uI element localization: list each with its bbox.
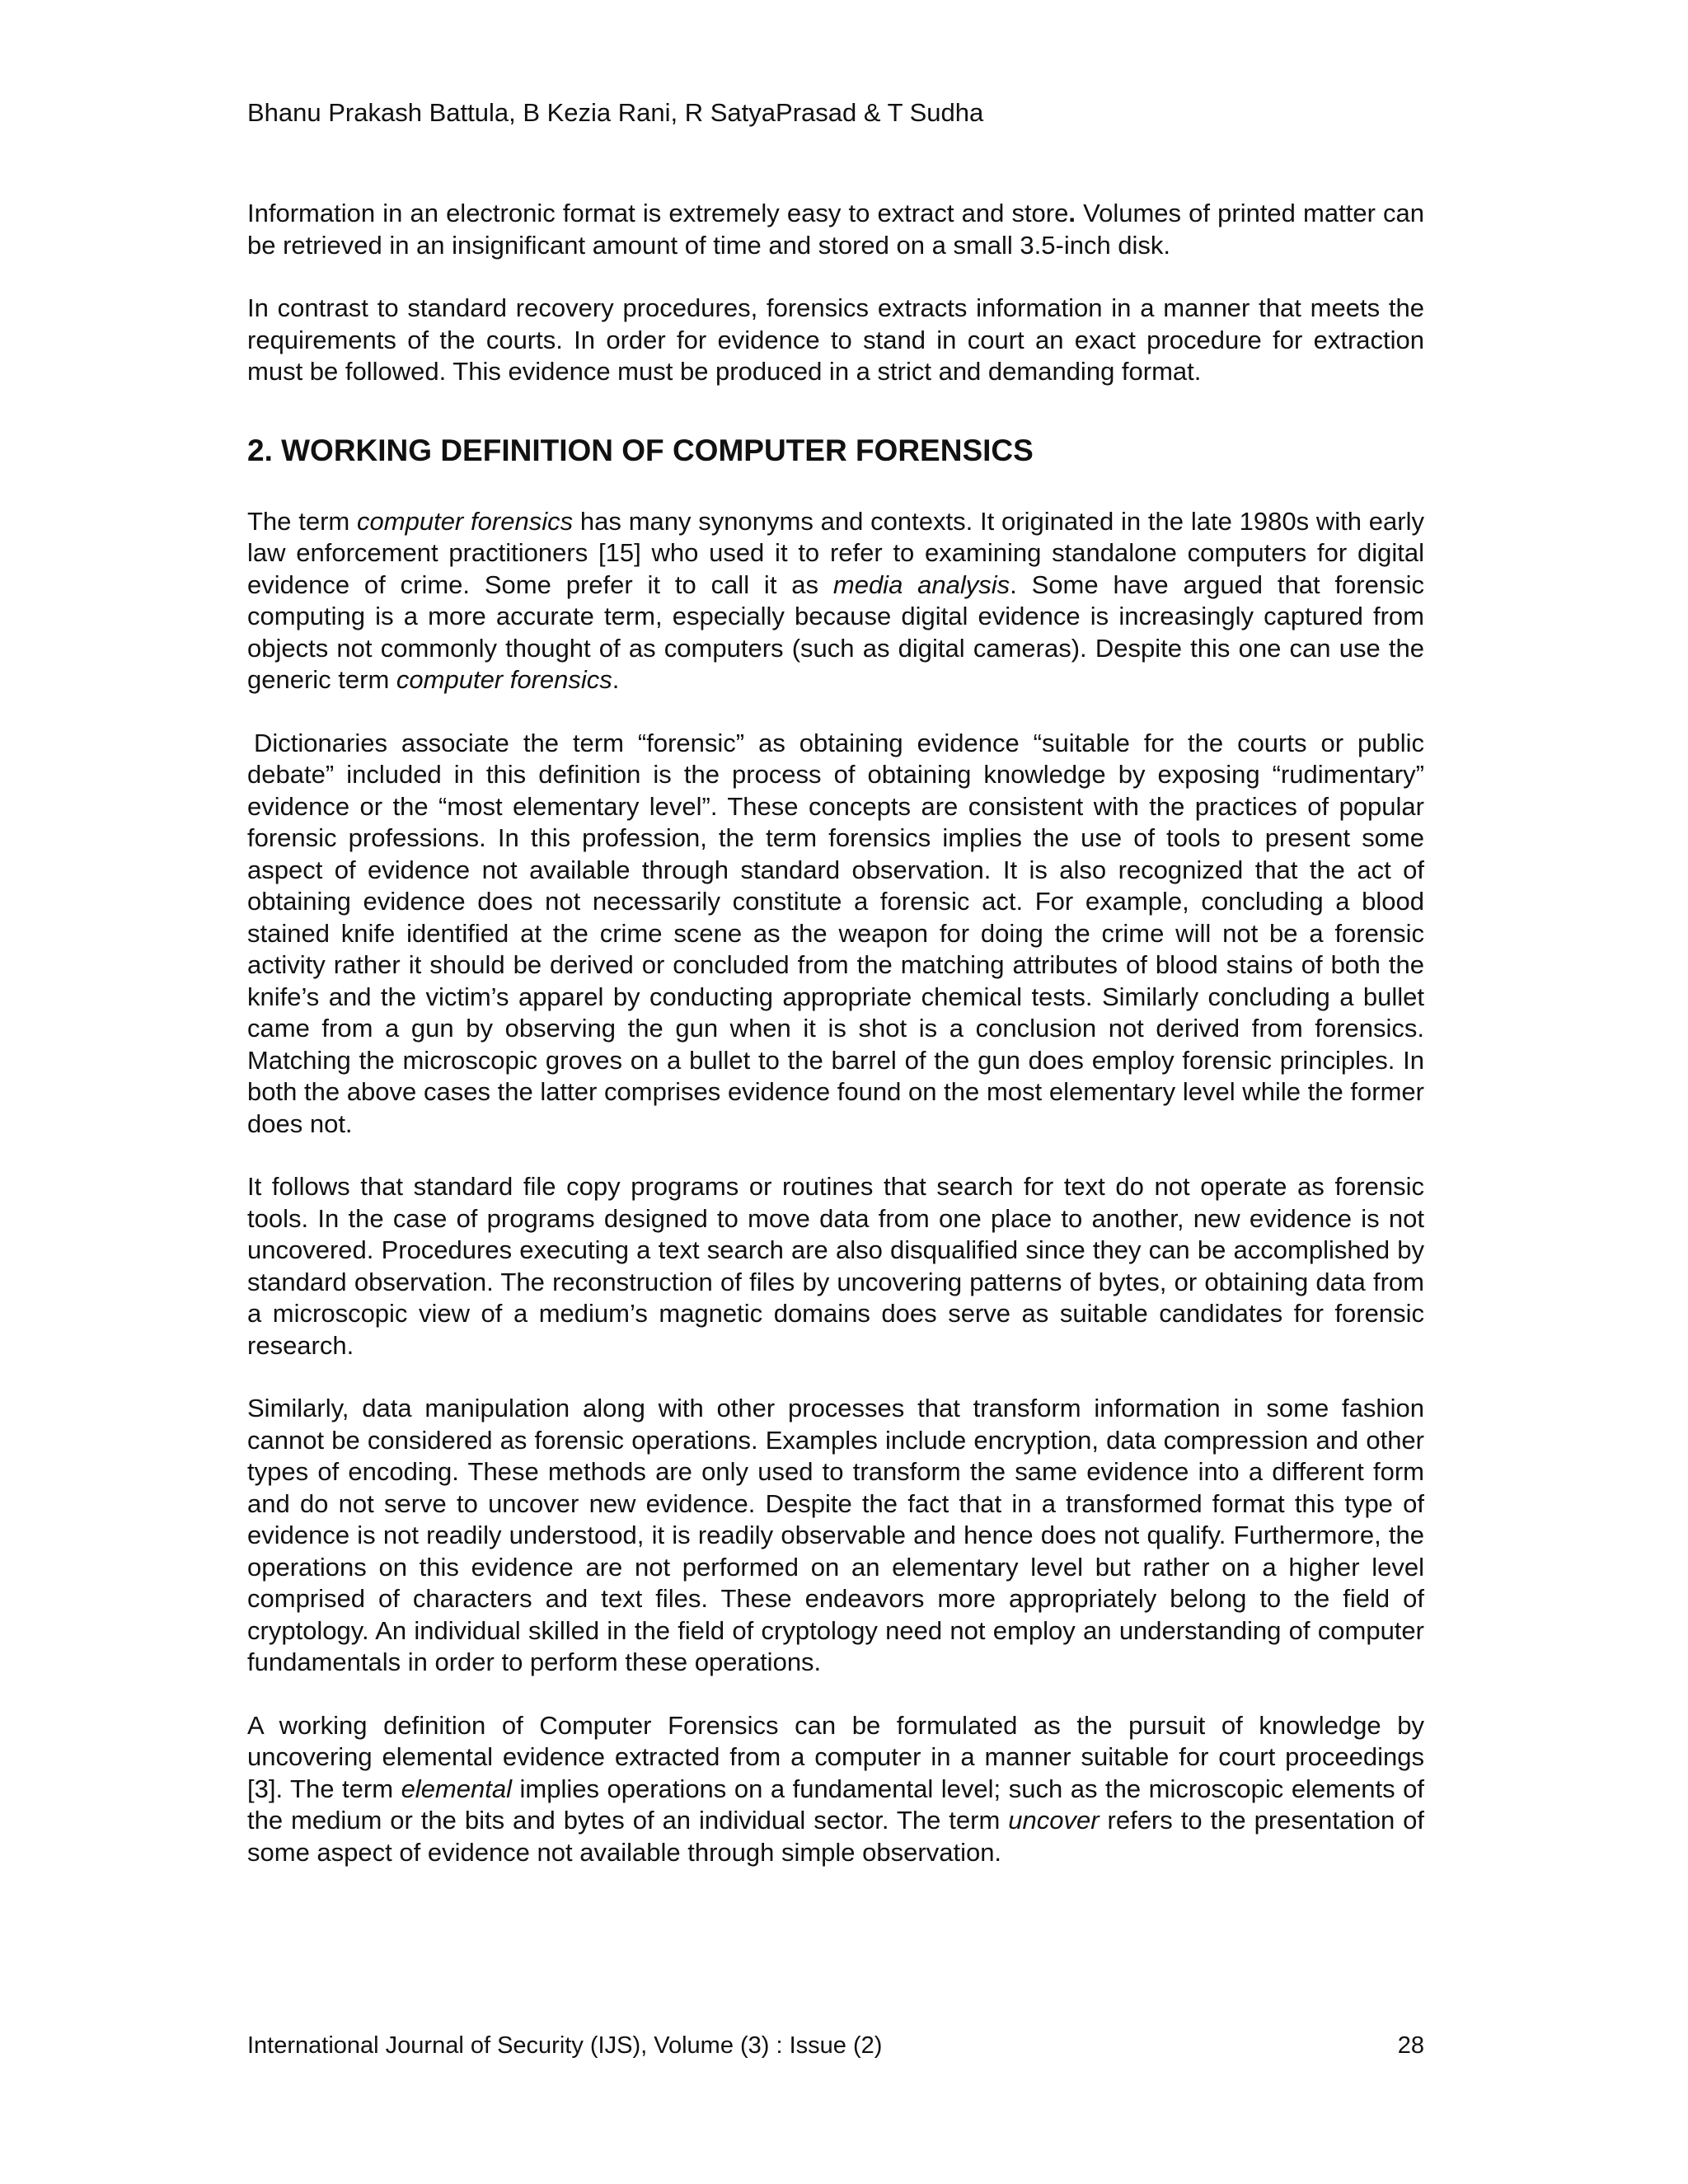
- italic-term: computer forensics: [357, 506, 574, 536]
- paragraph-dictionaries: Dictionaries associate the term “forensic” as obtaining evidence “suitable for the courts or public debate” included in this definition is the process of obtaining knowledge by exposing “rudimentary” evidence or the “most elementary level”. These concepts are consistent with the practices of popular forensic professions. In this profession, the term forensics implies the use of tools to present some aspect of evidence not available through standard observation. It is also recognized that the act of obtaining evidence does not necessarily constitute a forensic act. For example, concluding a blood stained knife identified at the crime scene as the weapon for doing the crime will not be a forensic activity rather it should be derived or concluded from the matching attributes of blood stains of both the knife’s and the victim’s apparel by conducting appropriate chemical tests. Similarly concluding a bullet came from a gun by observing the gun when it is shot is a conclusion not derived from forensics. Matching the microscopic groves on a bullet to the barrel of the gun does employ forensic principles. In both the above cases the latter comprises evidence found on the most elementary level while the former does not.: [247, 728, 1424, 1138]
- paragraph-text: implies operations on a fundamental level; such as the microscopic elements of the medium or the bits and bytes of an individual sector. The term: [247, 1774, 1424, 1835]
- paragraph-electronic-format: [247, 198, 1424, 261]
- running-head-authors: Bhanu Prakash Battula, B Kezia Rani, R SatyaPrasad & T Sudha: [247, 98, 984, 127]
- paragraph-working-definition: [247, 1710, 1424, 1869]
- italic-term: uncover: [1008, 1806, 1100, 1835]
- paragraph-text: The term: [247, 506, 358, 536]
- paragraph-text: Information in an electronic format is extremely easy to extract and store: [247, 199, 1069, 227]
- page-body: [247, 198, 1424, 1900]
- paragraph-text: A working definition of Computer Forensics can be formulated as the pursuit of knowledge by uncovering elemental evidence extracted from a computer in a manner suitable for court proceedings [3]. The term: [247, 1710, 1424, 1803]
- bold-period: .: [1068, 199, 1076, 227]
- paragraph-term-origin: [247, 506, 1424, 696]
- paragraph-text: refers to the presentation of some aspect of evidence not available through simple observation.: [247, 1806, 1425, 1867]
- paragraph-file-copy-programs: It follows that standard file copy programs or routines that search for text do not operate as forensic tools. In the case of programs designed to move data from one place to another, new evidence is not uncovered. Procedures executing a text search are also disqualified since they can be accomplished by standard observation. The reconstruction of files by uncovering patterns of bytes, or obtaining data from a microscopic view of a medium’s magnetic domains does serve as suitable candidates for forensic research.: [247, 1172, 1424, 1360]
- paragraph-data-manipulation: Similarly, data manipulation along with other processes that transform information in some fashion cannot be considered as forensic operations. Examples include encryption, data compression and other types of encoding. These methods are only used to transform the same evidence into a different form and do not serve to uncover new evidence. Despite the fact that in a transformed format this type of evidence is not readily understood, it is readily observable and hence does not qualify. Furthermore, the operations on this evidence are not performed on an elementary level but rather on a higher level comprised of characters and text files. These endeavors more appropriately belong to the field of cryptology. An individual skilled in the field of cryptology need not employ an understanding of computer fundamentals in order to perform these operations.: [247, 1394, 1424, 1676]
- italic-term: media analysis: [832, 569, 1010, 599]
- footer-journal-citation: International Journal of Security (IJS), Volume (3) : Issue (2): [247, 2032, 883, 2059]
- italic-term: elemental: [401, 1774, 512, 1803]
- page-footer: [247, 2031, 1424, 2060]
- section-heading: 2. WORKING DEFINITION OF COMPUTER FORENSICS: [247, 433, 1034, 467]
- paragraph-recovery-procedures: In contrast to standard recovery procedures, forensics extracts information in a manner that meets the requirements of the courts. In order for evidence to stand in court an exact procedure for extraction must be followed. This evidence must be produced in a strict and demanding format.: [247, 293, 1424, 386]
- italic-term: computer forensics: [396, 665, 612, 694]
- paragraph-text: .: [612, 665, 620, 694]
- paragraph-text: has many synonyms and contexts. It originated in the late 1980s with early law enforcement practitioners [15] who used it to refer to examining standalone computers for digital evidence of crime. Some prefer it to call it as: [247, 506, 1424, 599]
- paragraph-text: . Some have argued that forensic computing is a more accurate term, especially because digital evidence is increasingly captured from objects not commonly thought of as computers (such as digital cameras). Despite this one can use the generic term: [247, 569, 1424, 694]
- page-number: 28: [1397, 2032, 1424, 2059]
- paragraph-text: Volumes of printed matter can be retrieved in an insignificant amount of time and stored on a small 3.5-inch disk.: [247, 199, 1425, 260]
